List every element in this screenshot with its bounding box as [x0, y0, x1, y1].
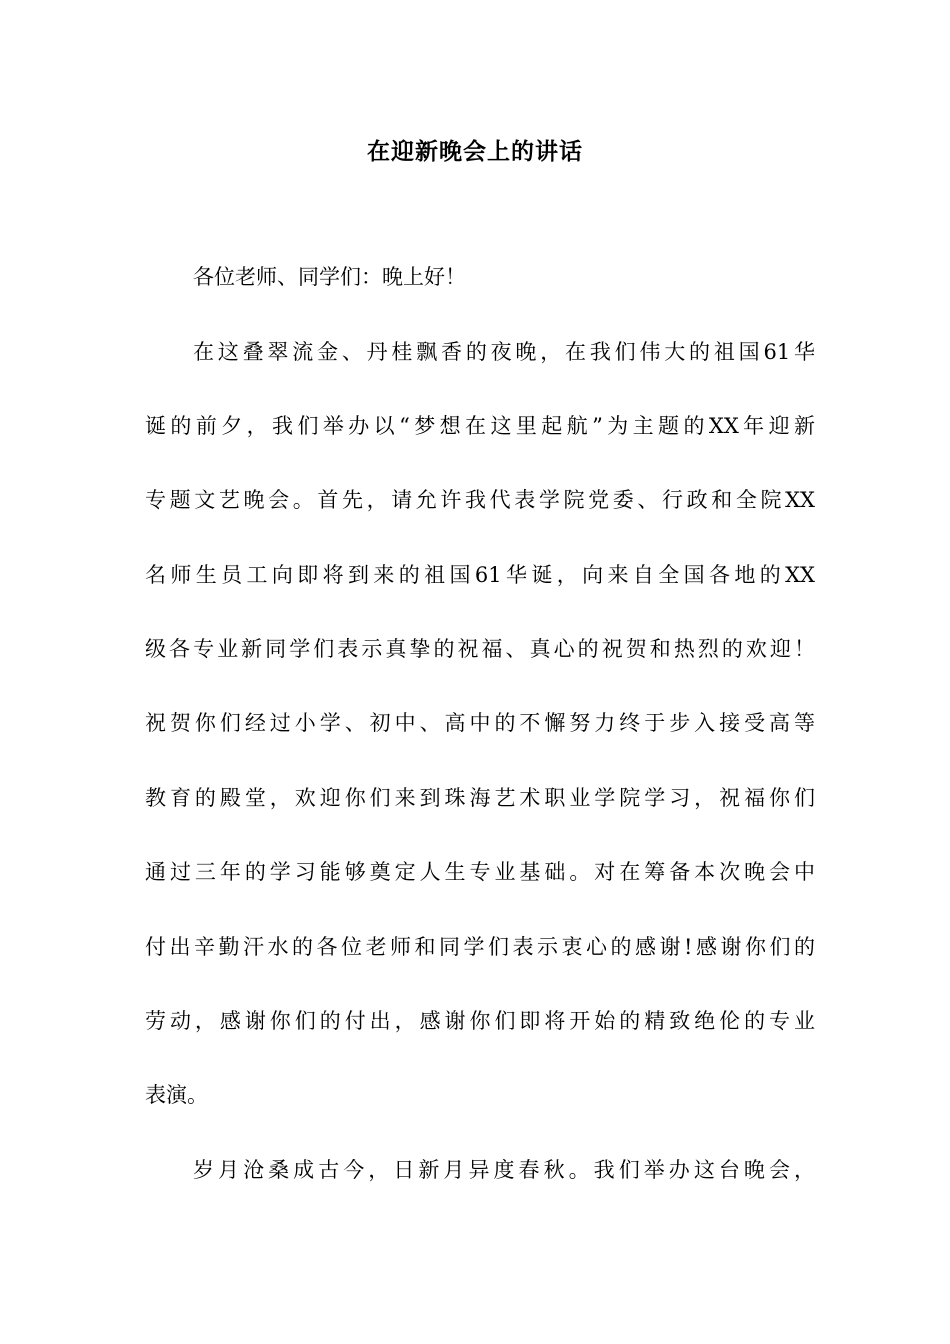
paragraph-line: 岁月沧桑成古今，日新月异度春秋。我们举办这台晚会，: [193, 1158, 815, 1182]
paragraph-line: 专题文艺晚会。首先，请允许我代表学院党委、行政和全院XX: [145, 488, 815, 512]
paragraph-line: 祝贺你们经过小学、初中、高中的不懈努力终于步入接受高等: [145, 711, 815, 735]
paragraph-line: 教育的殿堂，欢迎你们来到珠海艺术职业学院学习，祝福你们: [145, 786, 815, 810]
paragraph-line: 在这叠翠流金、丹桂飘香的夜晚，在我们伟大的祖国61华: [193, 340, 815, 364]
paragraph-line: 付出辛勤汗水的各位老师和同学们表示衷心的感谢!感谢你们的: [145, 935, 815, 959]
paragraph-line: 通过三年的学习能够奠定人生专业基础。对在筹备本次晚会中: [145, 860, 815, 884]
paragraph-line: 名师生员工向即将到来的祖国61华诞，向来自全国各地的XX: [145, 563, 815, 587]
paragraph-line: 劳动，感谢你们的付出，感谢你们即将开始的精致绝伦的专业: [145, 1009, 815, 1033]
greeting-line: 各位老师、同学们：晚上好！: [193, 265, 466, 289]
document-title: 在迎新晚会上的讲话: [367, 138, 583, 165]
paragraph-line: 级各专业新同学们表示真挚的祝福、真心的祝贺和热烈的欢迎！: [145, 637, 815, 661]
paragraph-line: 表演。: [145, 1083, 208, 1107]
paragraph-line: 诞的前夕，我们举办以“梦想在这里起航”为主题的XX年迎新: [145, 414, 815, 438]
